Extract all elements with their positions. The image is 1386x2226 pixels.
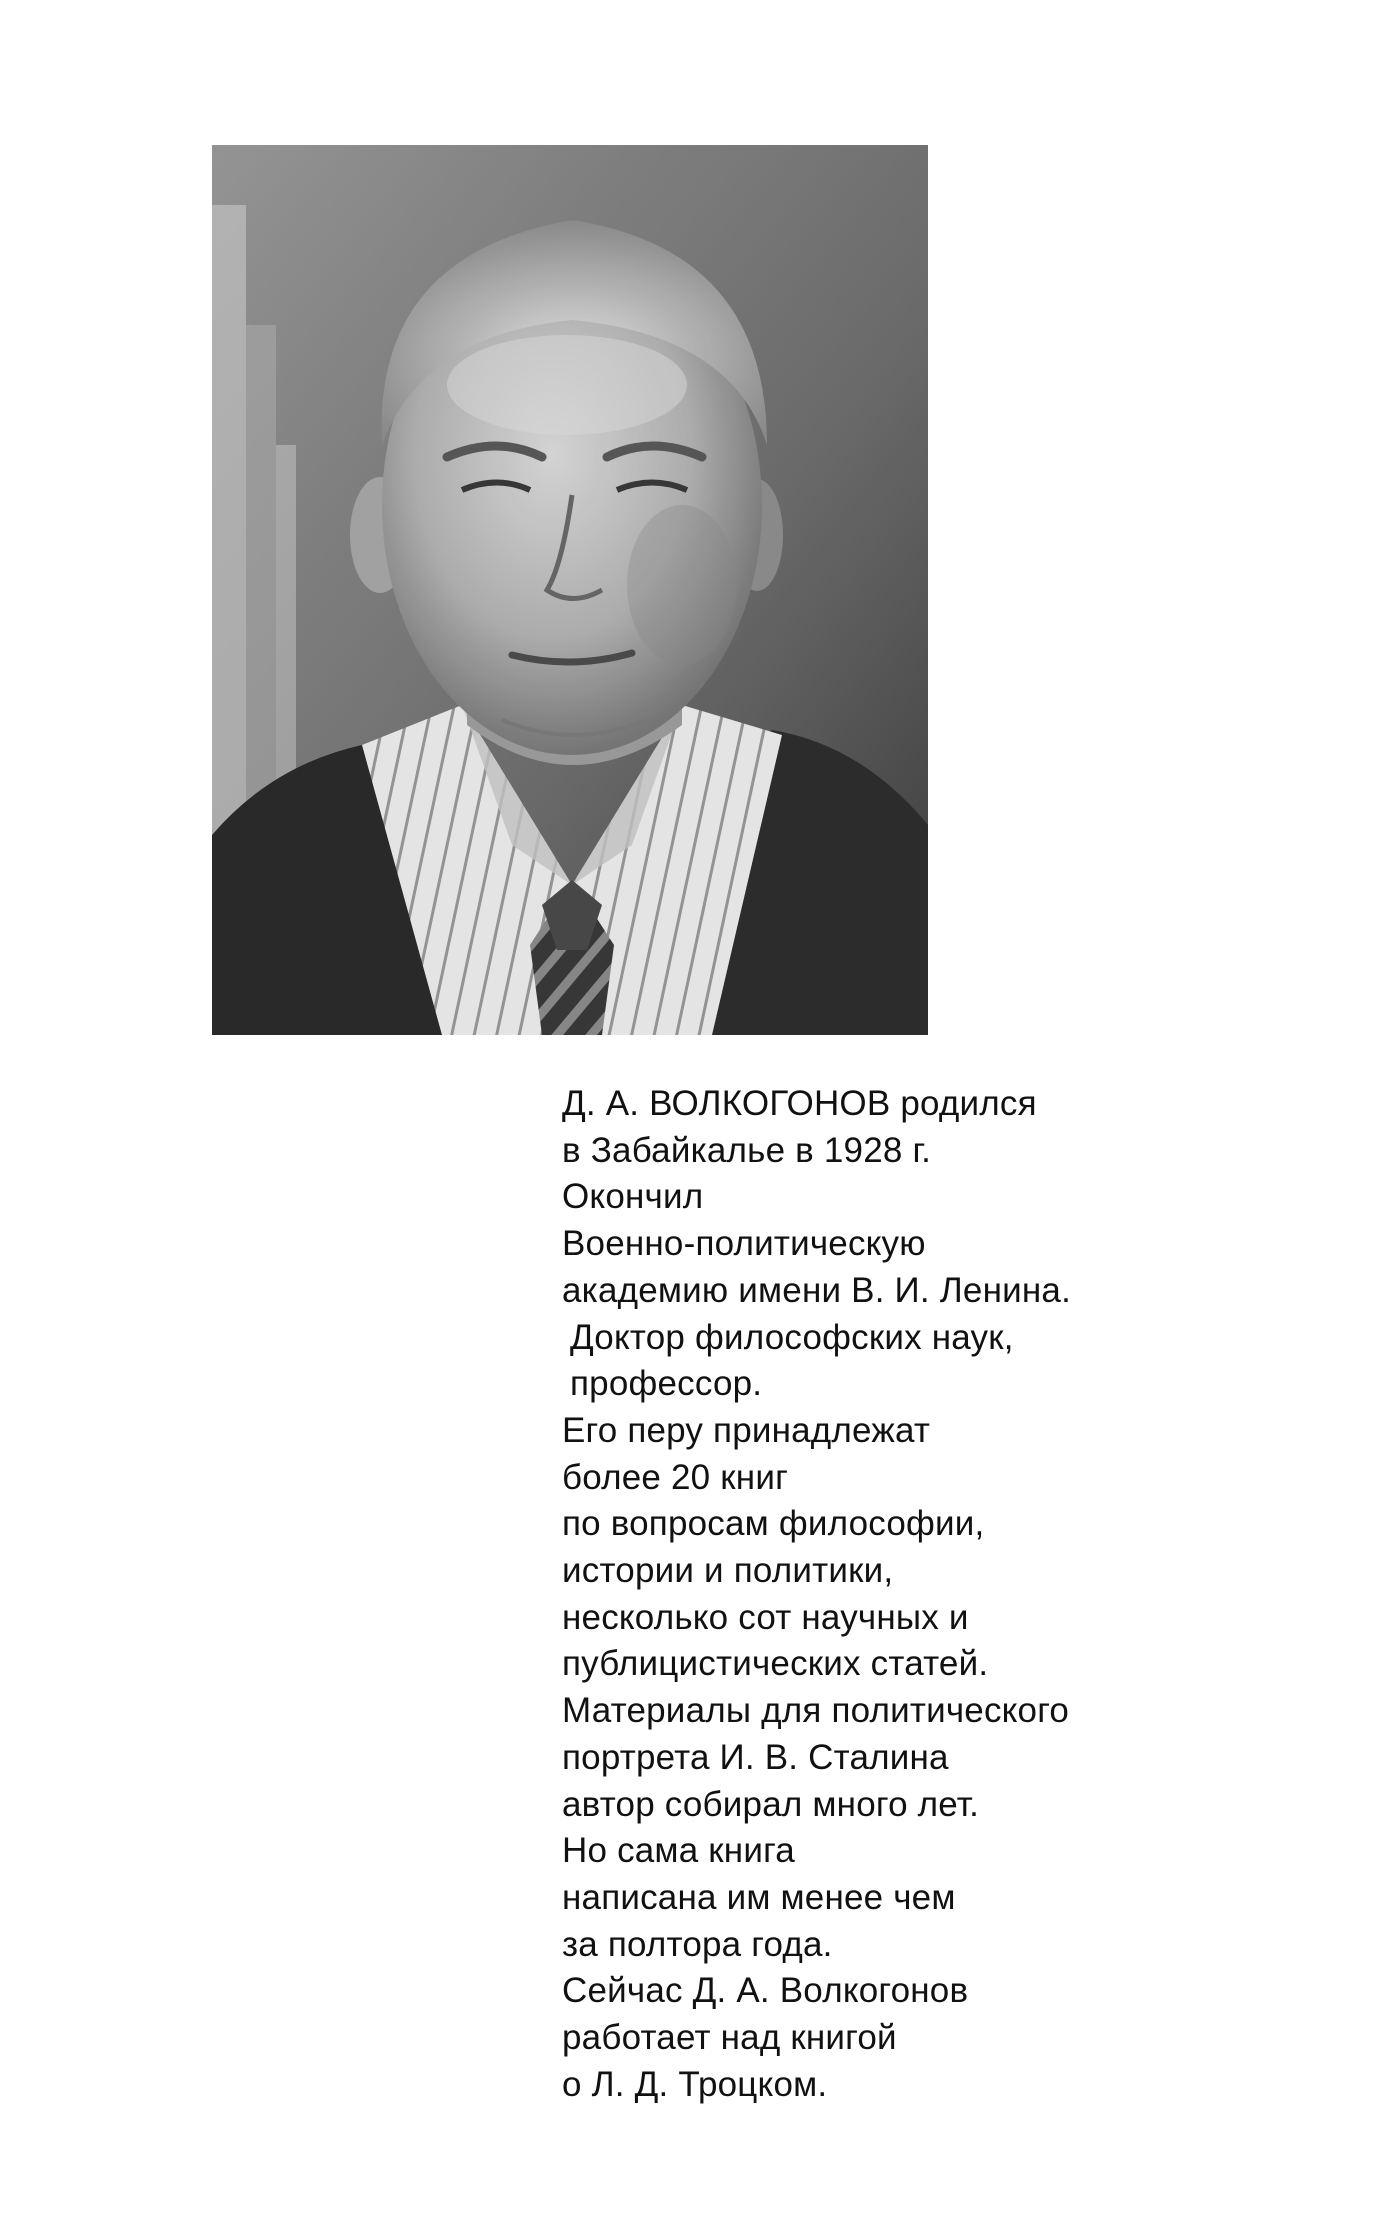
bio-line: о Л. Д. Троцком.: [562, 2064, 828, 2104]
bio-line: в Забайкалье в 1928 г.: [562, 1130, 932, 1170]
bio-line: более 20 книг: [562, 1457, 789, 1497]
bio-line: Материалы для политического: [562, 1691, 1070, 1731]
bio-line: академию имени В. И. Ленина.: [562, 1270, 1071, 1310]
person-portrait-icon: [212, 145, 928, 1035]
bio-line: работает над книгой: [562, 2018, 897, 2058]
bio-line: профессор.: [570, 1364, 763, 1404]
bio-line: Окончил: [562, 1177, 704, 1217]
bio-line: публицистических статей.: [562, 1644, 989, 1684]
bio-line: истории и политики,: [562, 1551, 894, 1591]
bio-line: Но сама книга: [562, 1831, 795, 1871]
bio-line: автор собирал много лет.: [562, 1784, 980, 1824]
bio-line: Д. А. ВОЛКОГОНОВ родился: [562, 1084, 1037, 1123]
bio-line: Доктор философских наук,: [570, 1317, 1014, 1357]
bio-line: Сейчас Д. А. Волкогонов: [562, 1971, 969, 2011]
author-portrait: [212, 145, 928, 1035]
bio-line: по вопросам философии,: [562, 1504, 985, 1544]
bio-line: Его перу принадлежат: [562, 1410, 931, 1450]
bio-line: за полтора года.: [562, 1924, 833, 1964]
author-biography: [562, 1081, 1202, 2108]
bio-line: несколько сот научных и: [562, 1597, 969, 1637]
bio-line: Военно-политическую: [562, 1224, 926, 1264]
bio-line: портрета И. В. Сталина: [562, 1737, 949, 1777]
bio-line: написана им менее чем: [562, 1877, 956, 1917]
